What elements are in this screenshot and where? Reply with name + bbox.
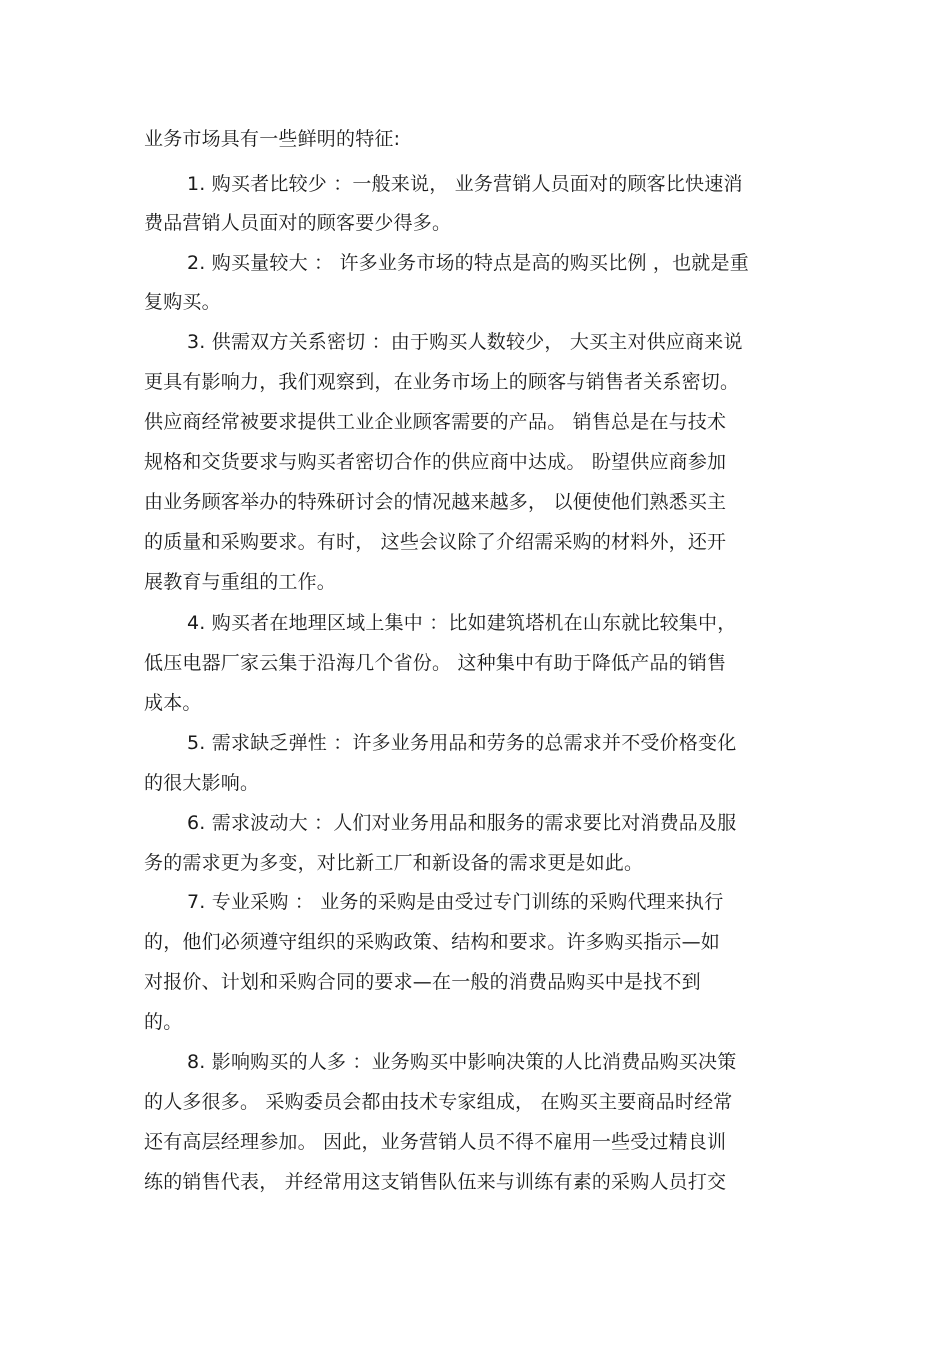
item-4-line: 成本。 [144,692,202,714]
item-3-line: 3. 供需双方关系密切 ：由于购买人数较少， 大买主对供应商来说 [187,331,743,353]
item-8-line: 8. 影响购买的人多 ：业务购买中影响决策的人比消费品购买决策 [187,1051,737,1073]
item-3-line: 规格和交货要求与购买者密切合作的供应商中达成。 盼望供应商参加 [144,451,727,473]
item-8-line: 还有高层经理参加。 因此，业务营销人员不得不雇用一些受过精良训 [144,1131,727,1153]
item-7-line: 7. 专业采购 ： 业务的采购是由受过专门训练的采购代理来执行 [187,891,724,913]
item-2-line: 2. 购买量较大 ： 许多业务市场的特点是高的购买比例 ，也就是重 [187,252,749,274]
item-4-line: 低压电器厂家云集于沿海几个省份。 这种集中有助于降低产品的销售 [144,652,727,674]
item-8-line: 的人多很多。 采购委员会都由技术专家组成， 在购买主要商品时经常 [144,1091,733,1113]
item-7-line: 的，他们必须遵守组织的采购政策、结构和要求。许多购买指示—如 [144,931,721,953]
item-1-line: 费品营销人员面对的顾客要少得多。 [144,212,452,234]
item-3-line: 展教育与重组的工作。 [144,571,337,593]
item-3-line: 由业务顾客举办的特殊研讨会的情况越来越多， 以便使他们熟悉买主 [144,491,727,513]
item-3-line: 的质量和采购要求。有时， 这些会议除了介绍需采购的材料外，还开 [144,531,727,553]
item-6-line: 6. 需求波动大 ：人们对业务用品和服务的需求要比对消费品及服 [187,812,737,834]
item-5-line: 的很大影响。 [144,772,260,794]
item-2-line: 复购买。 [144,291,221,313]
item-7-line: 对报价、计划和采购合同的要求—在一般的消费品购买中是找不到 [144,971,701,993]
item-8-line: 练的销售代表， 并经常用这支销售队伍来与训练有素的采购人员打交 [144,1171,727,1193]
item-1-line: 1. 购买者比较少 ：一般来说， 业务营销人员面对的顾客比快速消 [187,173,743,195]
item-5-line: 5. 需求缺乏弹性 ：许多业务用品和劳务的总需求并不受价格变化 [187,732,737,754]
item-3-line: 供应商经常被要求提供工业企业顾客需要的产品。 销售总是在与技术 [144,411,727,433]
intro-line: 业务市场具有一些鲜明的特征: [144,128,401,150]
item-7-line: 的。 [144,1011,183,1033]
item-3-line: 更具有影响力，我们观察到，在业务市场上的顾客与销售者关系密切。 [144,371,740,393]
item-6-line: 务的需求更为多变，对比新工厂和新设备的需求更是如此。 [144,852,644,874]
item-4-line: 4. 购买者在地理区域上集中 ：比如建筑塔机在山东就比较集中， [187,612,737,634]
